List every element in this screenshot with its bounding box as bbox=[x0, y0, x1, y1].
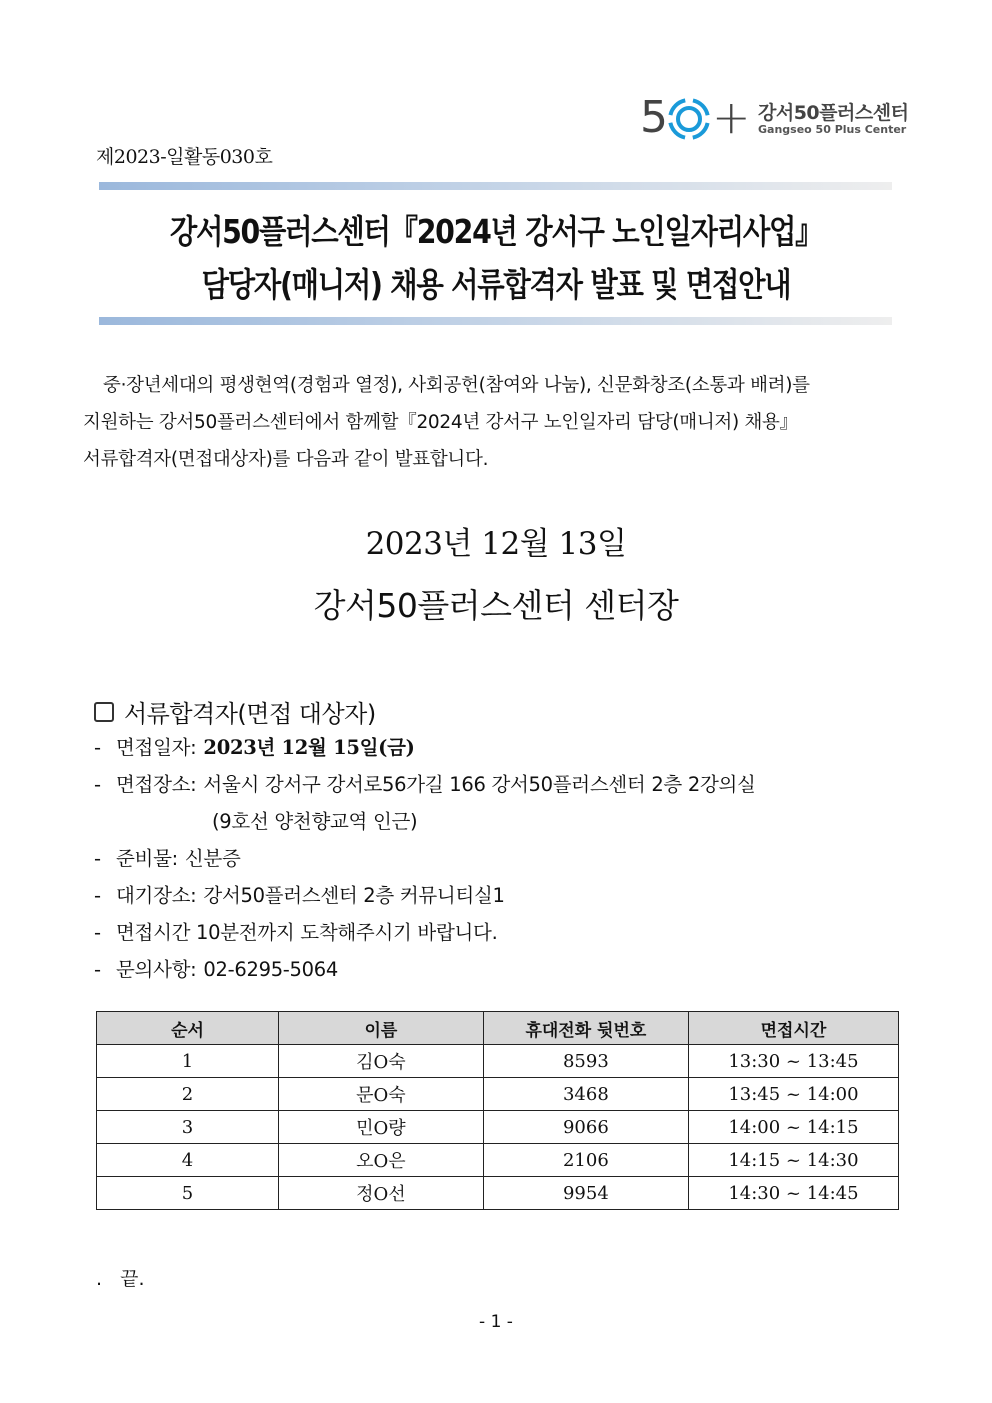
bullet-dash: - bbox=[94, 847, 101, 870]
cell-name: 오O은 bbox=[279, 1144, 484, 1177]
intro-line: 서류합격자(면접대상자)를 다음과 같이 발표합니다. bbox=[83, 449, 489, 470]
column-header-order: 순서 bbox=[97, 1012, 279, 1045]
list-item-preparation bbox=[94, 844, 756, 881]
cell-order: 1 bbox=[97, 1045, 279, 1078]
item-value: 2023년 12월 15일(금) bbox=[203, 736, 415, 759]
cell-time: 13:30 ~ 13:45 bbox=[688, 1045, 898, 1078]
list-item-arrival-notice bbox=[94, 918, 756, 955]
item-label: 문의사항: bbox=[116, 958, 197, 981]
closing-mark: . 끝. bbox=[96, 1268, 145, 1290]
cell-phone: 8593 bbox=[483, 1045, 688, 1078]
logo-digit: 5 bbox=[640, 92, 668, 143]
item-value: 서울시 강서구 강서로56가길 166 강서50플러스센터 2층 2강의실 bbox=[203, 773, 756, 796]
logo-ring-icon bbox=[667, 97, 711, 141]
item-value: 신분증 bbox=[184, 847, 241, 870]
cell-phone: 9954 bbox=[483, 1177, 688, 1210]
cell-time: 14:00 ~ 14:15 bbox=[688, 1111, 898, 1144]
cell-order: 3 bbox=[97, 1111, 279, 1144]
table-row bbox=[97, 1045, 899, 1078]
logo-name-korean: 강서50플러스센터 bbox=[758, 102, 909, 124]
page-number: - 1 - bbox=[479, 1312, 513, 1332]
cell-time: 14:15 ~ 14:30 bbox=[688, 1144, 898, 1177]
page-title-line2: 담당자(매니저) 채용 서류합격자 발표 및 면접안내 bbox=[201, 265, 791, 304]
center-logo bbox=[640, 90, 910, 146]
cell-name: 정O선 bbox=[279, 1177, 484, 1210]
list-item-waiting-area bbox=[94, 881, 756, 918]
logo-name-english: Gangseo 50 Plus Center bbox=[758, 123, 907, 136]
cell-order: 5 bbox=[97, 1177, 279, 1210]
bullet-dash: - bbox=[94, 773, 101, 796]
list-item-contact bbox=[94, 955, 756, 992]
cell-time: 13:45 ~ 14:00 bbox=[688, 1078, 898, 1111]
item-value: (9호선 양천향교역 인근) bbox=[212, 810, 418, 833]
table-row bbox=[97, 1078, 899, 1111]
table-row bbox=[97, 1144, 899, 1177]
signer: 강서50플러스센터 센터장 bbox=[313, 586, 679, 625]
cell-time: 14:30 ~ 14:45 bbox=[688, 1177, 898, 1210]
intro-line: 지원하는 강서50플러스센터에서 함께할『2024년 강서구 노인일자리 담당(매니저) 채용』 bbox=[83, 412, 798, 433]
bullet-dash: - bbox=[94, 736, 101, 759]
cell-order: 2 bbox=[97, 1078, 279, 1111]
list-item-location-note bbox=[94, 807, 756, 844]
intro-line: 중·장년세대의 평생현역(경험과 열정), 사회공헌(참여와 나눔), 신문화창조(소통과 배려)를 bbox=[103, 375, 810, 396]
cell-phone: 2106 bbox=[483, 1144, 688, 1177]
list-item-interview-date bbox=[94, 733, 756, 770]
table-row bbox=[97, 1177, 899, 1210]
table-row bbox=[97, 1111, 899, 1144]
item-label: 준비물: bbox=[116, 847, 178, 870]
item-label: 면접일자: bbox=[116, 736, 197, 759]
cell-phone: 3468 bbox=[483, 1078, 688, 1111]
column-header-name: 이름 bbox=[279, 1012, 484, 1045]
bullet-dash: - bbox=[94, 884, 101, 907]
intro-paragraph bbox=[83, 367, 913, 478]
interview-info-list bbox=[94, 733, 756, 992]
section-title: 서류합격자(면접 대상자) bbox=[124, 700, 376, 728]
item-label: 대기장소: bbox=[116, 884, 197, 907]
bullet-dash: - bbox=[94, 958, 101, 981]
title-divider-bottom bbox=[99, 317, 892, 325]
cell-phone: 9066 bbox=[483, 1111, 688, 1144]
interview-schedule-table bbox=[96, 1011, 899, 1210]
cell-name: 민O량 bbox=[279, 1111, 484, 1144]
column-header-phone: 휴대전화 뒷번호 bbox=[483, 1012, 688, 1045]
item-label: 면접장소: bbox=[116, 773, 197, 796]
checkbox-icon bbox=[94, 702, 114, 722]
title-divider-top bbox=[99, 182, 892, 190]
section-heading bbox=[94, 694, 376, 729]
item-value: 강서50플러스센터 2층 커뮤니티실1 bbox=[203, 884, 505, 907]
document-number: 제2023-일활동030호 bbox=[96, 146, 273, 168]
page-title-line1: 강서50플러스센터『2024년 강서구 노인일자리사업』 bbox=[169, 212, 823, 251]
item-value: 02-6295-5064 bbox=[203, 958, 338, 981]
column-header-time: 면접시간 bbox=[688, 1012, 898, 1045]
list-item-interview-location bbox=[94, 770, 756, 807]
table-header-row bbox=[97, 1012, 899, 1045]
item-value: 면접시간 10분전까지 도착해주시기 바랍니다. bbox=[116, 921, 498, 944]
cell-name: 김O숙 bbox=[279, 1045, 484, 1078]
logo-plus: + bbox=[712, 90, 751, 144]
cell-name: 문O숙 bbox=[279, 1078, 484, 1111]
issue-date: 2023년 12월 13일 bbox=[365, 526, 627, 562]
bullet-dash: - bbox=[94, 921, 101, 944]
cell-order: 4 bbox=[97, 1144, 279, 1177]
